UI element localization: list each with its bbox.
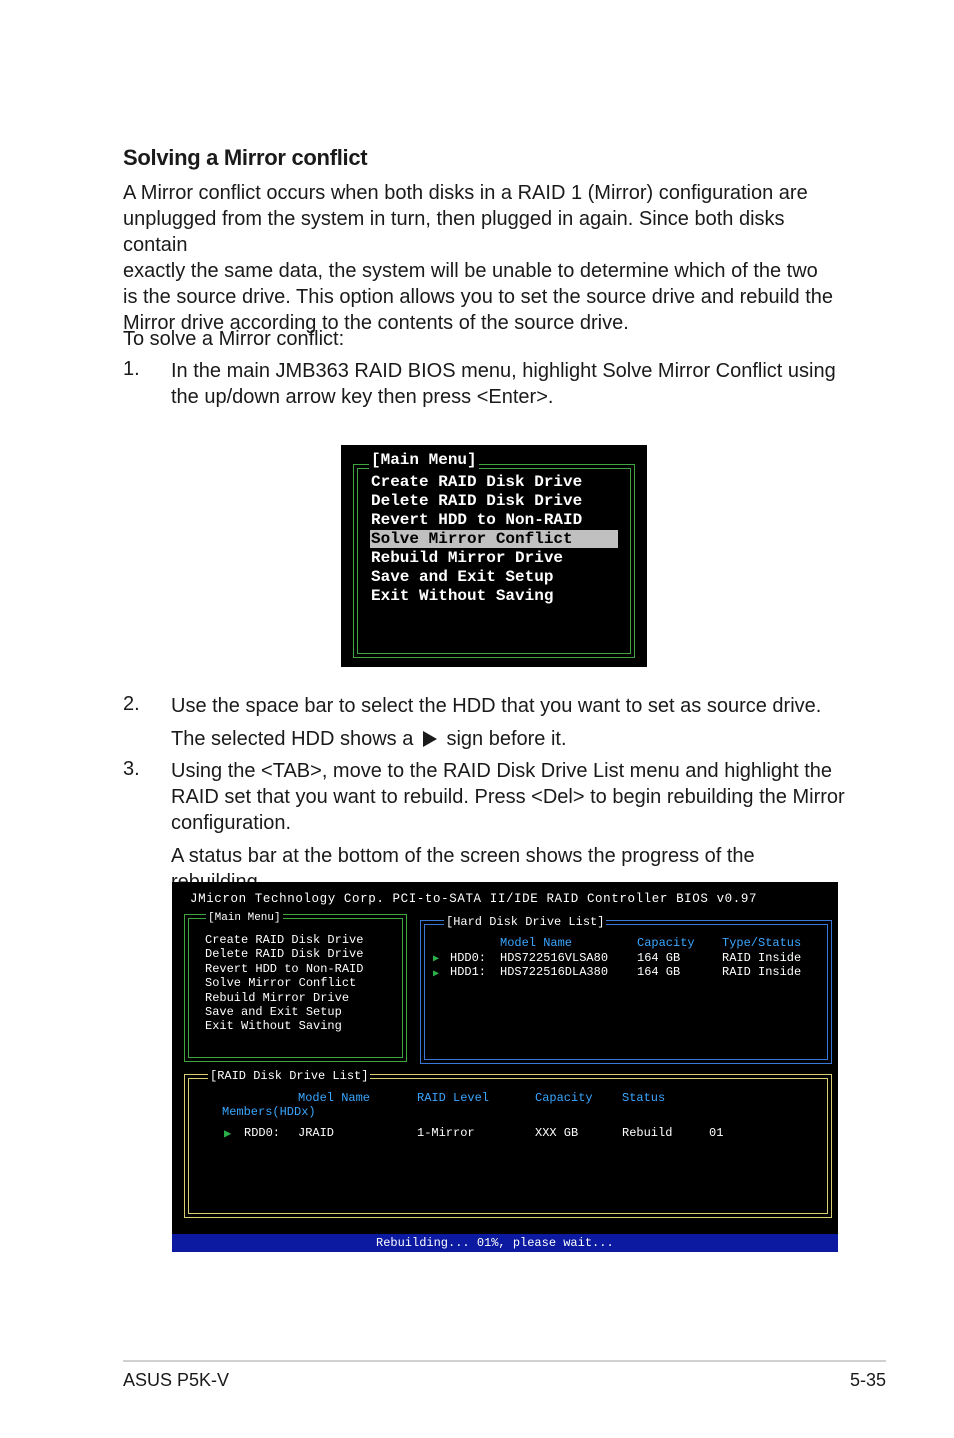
intro-paragraph	[123, 180, 848, 336]
raid-row-status: Rebuild	[622, 1126, 673, 1140]
step-number: 3.	[123, 758, 140, 780]
intro-line: is the source drive. This option allows you to set the source drive and rebuild the	[123, 286, 834, 308]
hdd-row-id[interactable]: HDD1:	[450, 965, 487, 979]
step-line: configuration.	[171, 812, 292, 834]
hdd-row-model[interactable]: HDS722516VLSA80	[500, 951, 609, 965]
raid-col-status: Status	[622, 1091, 666, 1105]
intro-line: exactly the same data, the system will be unable to determine which of the two	[123, 260, 818, 282]
raid-list-title: [RAID Disk Drive List]	[210, 1069, 369, 1083]
hdd-col-status: Type/Status	[722, 936, 802, 950]
step-text	[171, 358, 851, 410]
intro-line: A Mirror conflict occurs when both disks in a RAID 1 (Mirror) configuration are	[123, 182, 808, 204]
main-menu-item[interactable]: Delete RAID Disk Drive	[205, 947, 364, 961]
step-number: 2.	[123, 693, 140, 715]
rebuild-status-bar	[172, 1234, 838, 1252]
menu-item-selected[interactable]: Solve Mirror Conflict	[370, 530, 618, 548]
main-menu-item[interactable]: Revert HDD to Non-RAID	[205, 962, 364, 976]
step-line: Use the space bar to select the HDD that you want to set as source drive.	[171, 695, 822, 717]
selected-triangle-icon: ▶	[224, 1127, 232, 1141]
step-line: In the main JMB363 RAID BIOS menu, highlight Solve Mirror Conflict using	[171, 360, 836, 382]
raid-row-model[interactable]: JRAID	[298, 1126, 335, 1140]
footer-page-number: 5-35	[849, 1370, 886, 1390]
menu-item[interactable]: Exit Without Saving	[371, 587, 554, 605]
raid-row-level: 1-Mirror	[417, 1126, 475, 1140]
hdd-list-title: [Hard Disk Drive List]	[446, 915, 605, 929]
footer-product: ASUS P5K-V	[123, 1370, 230, 1390]
raid-col-level: RAID Level	[417, 1091, 490, 1105]
raid-col-model: Model Name	[298, 1091, 371, 1105]
raid-row-capacity: XXX GB	[535, 1126, 579, 1140]
step-text	[171, 758, 851, 836]
to-solve-label: To solve a Mirror conflict:	[123, 328, 345, 350]
selected-triangle-icon: ▶	[433, 954, 440, 965]
footer-rule	[123, 1360, 886, 1362]
step-number: 1.	[123, 358, 140, 380]
step-line: Using the <TAB>, move to the RAID Disk Drive List menu and highlight the	[171, 760, 833, 782]
hdd-row-capacity: 164 GB	[637, 965, 681, 979]
step-note	[171, 726, 851, 752]
raid-col-capacity: Capacity	[535, 1091, 593, 1105]
main-menu-item[interactable]: Solve Mirror Conflict	[205, 976, 357, 990]
step-note-after: sign before it.	[446, 728, 567, 750]
selected-triangle-icon: ▶	[433, 969, 440, 980]
menu-title: [Main Menu]	[371, 451, 477, 469]
raid-row-id[interactable]: RDD0:	[244, 1126, 281, 1140]
hdd-col-capacity: Capacity	[637, 936, 695, 950]
main-menu-item[interactable]: Exit Without Saving	[205, 1019, 342, 1033]
step-note-before: The selected HDD shows a	[171, 728, 414, 750]
step-text	[171, 693, 851, 719]
bios-header: JMicron Technology Corp. PCI-to-SATA II/IDE RAID Controller BIOS v0.97	[190, 892, 758, 906]
hdd-row-model[interactable]: HDS722516DLA380	[500, 965, 609, 979]
menu-item[interactable]: Create RAID Disk Drive	[371, 473, 583, 491]
main-menu-title: [Main Menu]	[208, 912, 281, 924]
hdd-row-id[interactable]: HDD0:	[450, 951, 487, 965]
step-line: RAID set that you want to rebuild. Press <Del> to begin rebuilding the Mirror	[171, 786, 845, 808]
hdd-row-status: RAID Inside	[722, 965, 802, 979]
raid-list-frame-inner	[188, 1078, 828, 1214]
intro-line: unplugged from the system in turn, then plugged in again. Since both disks contain	[123, 208, 785, 256]
menu-item[interactable]: Revert HDD to Non-RAID	[371, 511, 583, 529]
raid-row-members: 01	[709, 1126, 724, 1140]
raid-col-members: Members(HDDx)	[222, 1105, 316, 1119]
intro-line: Mirror drive according to the contents of the source drive.	[123, 312, 629, 334]
menu-item[interactable]: Rebuild Mirror Drive	[371, 549, 564, 567]
rebuild-status-text: Rebuilding... 01%, please wait...	[376, 1236, 614, 1250]
main-menu-item[interactable]: Create RAID Disk Drive	[205, 933, 364, 947]
hdd-row-capacity: 164 GB	[637, 951, 681, 965]
main-menu-item[interactable]: Rebuild Mirror Drive	[205, 991, 350, 1005]
step-note: A status bar at the bottom of the screen shows the progress of the	[171, 845, 755, 867]
section-heading: Solving a Mirror conflict	[123, 145, 368, 170]
hdd-col-model: Model Name	[500, 936, 573, 950]
bios-rebuild-screenshot	[172, 882, 838, 1252]
hdd-row-status: RAID Inside	[722, 951, 802, 965]
step-line: the up/down arrow key then press <Enter>.	[171, 386, 554, 408]
menu-item[interactable]: Save and Exit Setup	[371, 568, 554, 586]
bios-main-menu-screenshot	[341, 445, 647, 667]
play-triangle-icon	[423, 731, 437, 747]
menu-item[interactable]: Delete RAID Disk Drive	[371, 492, 583, 510]
main-menu-item[interactable]: Save and Exit Setup	[205, 1005, 342, 1019]
